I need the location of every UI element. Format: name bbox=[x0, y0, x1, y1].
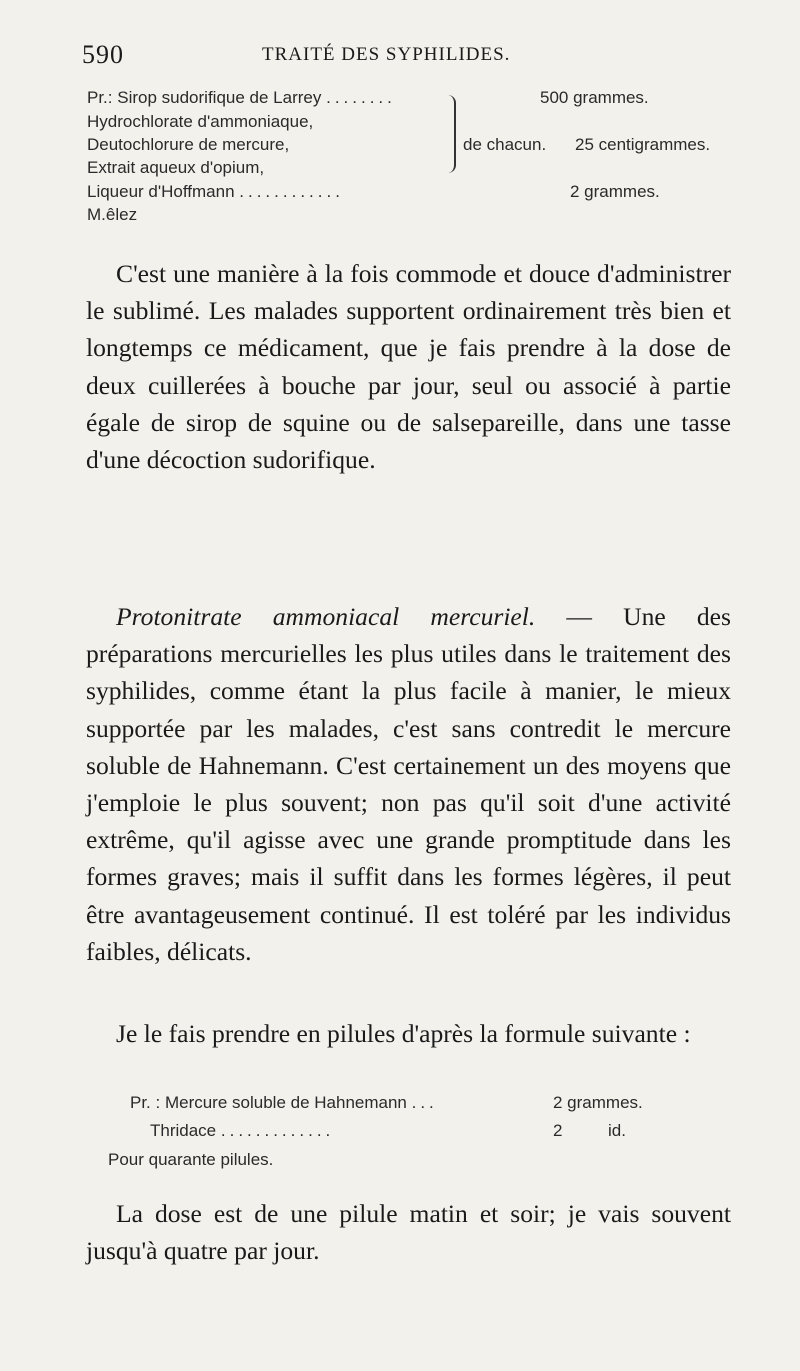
rx1-line1-amount: 500 grammes. bbox=[540, 88, 649, 107]
rx2-line1-dots: ... bbox=[411, 1093, 438, 1112]
rx1-line5-dots: ............ bbox=[239, 182, 344, 201]
rx1-line2: Hydrochlorate d'ammoniaque, bbox=[87, 112, 314, 131]
paragraph-protonitrate-text bbox=[86, 598, 731, 970]
paragraph-formule-text: Je le fais prendre en pilules d'après la formule suivante : bbox=[116, 1019, 691, 1048]
rx1-brace-text: de chacun. bbox=[463, 135, 547, 154]
rx2-line1-label: Pr. : Mercure soluble de Hahnemann bbox=[130, 1093, 407, 1112]
rx2-line2-amount: 2 bbox=[553, 1121, 563, 1140]
paragraph-sublime-text: C'est une manière à la fois commode et douce d'administrer le sublimé. Les malades supportent ordinairement très bien et longtemps ce médicament, que je fais prendre à la dose de deux cuillerées à bouche par jour, seul ou associé à partie égale de sirop de squine ou de salsepareille, dans une tasse d'une décoction sudorifique. bbox=[86, 259, 731, 475]
rx1-line1-dots: ........ bbox=[326, 88, 396, 107]
rx1-line3: Deutochlorure de mercure, bbox=[87, 135, 290, 154]
rx2-line2-dots: ............. bbox=[220, 1121, 335, 1140]
rx1-line5-label: Liqueur d'Hoffmann bbox=[87, 182, 235, 201]
paragraph-sublime bbox=[86, 255, 731, 478]
rx1-line5 bbox=[87, 182, 344, 202]
page-header bbox=[82, 40, 722, 80]
running-title: TRAITÉ DES SYPHILIDES. bbox=[262, 44, 511, 65]
rx1-line1-label: Pr.: Sirop sudorifique de Larrey bbox=[87, 88, 322, 107]
rx1-line6: M.êlez bbox=[87, 205, 138, 224]
paragraph-dose-text: La dose est de une pilule matin et soir; je vais souvent jusqu'à quatre par jour. bbox=[86, 1199, 731, 1266]
rx2-line1 bbox=[130, 1093, 438, 1113]
rx1-line4: Extrait aqueux d'opium, bbox=[87, 158, 265, 177]
section-title: Protonitrate ammoniacal mercuriel. bbox=[116, 602, 536, 631]
paragraph-protonitrate bbox=[86, 598, 731, 970]
rx1-line5-amount: 2 grammes. bbox=[570, 182, 660, 201]
paragraph-protonitrate-body: — Une des préparations mercurielles les plus utiles dans le traitement des syphilides, comme étant la plus facile à manier, le mieux supportée par les malades, c'est sans contredit le mercure soluble de Hahnemann. C'est certainement un des moyens que j'emploie le plus souvent; non pas qu'il soit d'une activité extrême, qu'il agisse avec une grande promptitude dans les formes graves; mais il suffit dans les formes légères, il peut être avantageusement continué. Il est toléré par les individus faibles, délicats. bbox=[86, 602, 732, 966]
page-number: 590 bbox=[82, 40, 124, 69]
rx1-line1 bbox=[87, 88, 396, 108]
paragraph-formule bbox=[86, 1015, 731, 1052]
rx1-brace-amount: 25 centigrammes. bbox=[575, 135, 711, 154]
rx2-line1-amount: 2 grammes. bbox=[553, 1093, 643, 1112]
rx2-line3: Pour quarante pilules. bbox=[108, 1150, 274, 1169]
rx2-line2 bbox=[150, 1121, 334, 1141]
paragraph-dose bbox=[86, 1195, 731, 1269]
brace-icon bbox=[446, 95, 456, 173]
rx2-line2-label: Thridace bbox=[150, 1121, 217, 1140]
rx2-line2-unit: id. bbox=[608, 1121, 626, 1140]
